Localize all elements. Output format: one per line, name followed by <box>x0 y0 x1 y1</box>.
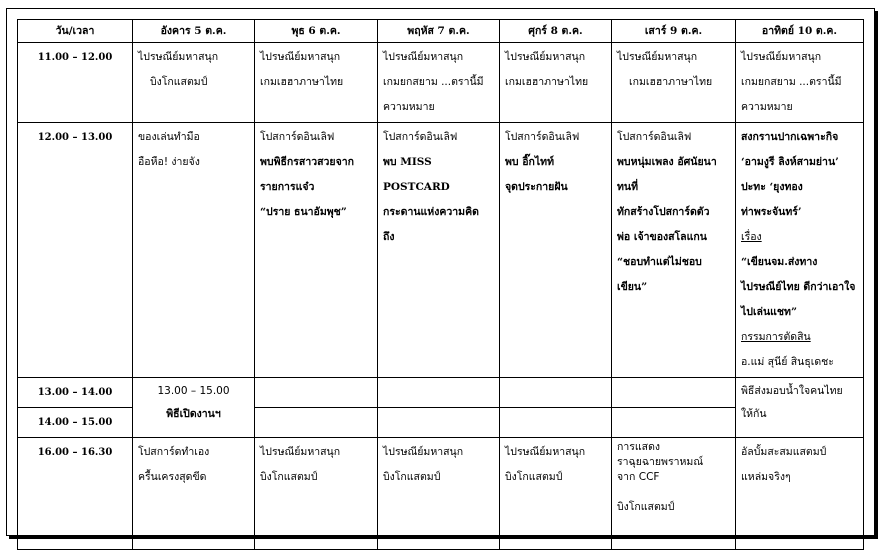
schedule-table <box>17 19 864 550</box>
cell-line: เขียน” <box>617 281 648 293</box>
cell-line: เกมเฮฮาภาษาไทย <box>505 76 589 88</box>
cell-thu <box>378 123 500 378</box>
time-cell: 16.00 – 16.30 <box>18 438 133 550</box>
cell-line: ไปรษณีย์มหาสนุก <box>741 51 822 63</box>
cell-line: พ่อ เจ้าของสโลแกน <box>617 231 707 243</box>
cell-sat <box>612 378 736 408</box>
cell-line: พบพิธีกรสาวสวยจาก <box>260 156 354 168</box>
cell-line: ไปรษณีย์มหาสนุก <box>505 51 586 63</box>
cell-line: จุดประกายฝัน <box>505 181 568 193</box>
cell-tue <box>133 378 255 438</box>
cell-line: การแสดง <box>617 441 661 453</box>
cell-line: เกมยกสยาม ...ตรานี้มี <box>383 76 484 88</box>
table-row <box>18 438 864 550</box>
cell-line: ให้กัน <box>741 408 767 420</box>
cell-line: “ชอบทำแต่ไม่ชอบ <box>617 256 702 268</box>
cell-line: จาก CCF <box>617 471 660 483</box>
header-sat: เสาร์ 9 ต.ค. <box>612 20 736 43</box>
header-wed: พุธ 6 ต.ค. <box>255 20 378 43</box>
cell-line: “ปราย ธนาอัมพุช” <box>260 206 347 218</box>
cell-head: โปสการ์ดอินเลิฟ <box>383 131 458 143</box>
header-sun: อาทิตย์ 10 ต.ค. <box>736 20 864 43</box>
cell-line: บิงโกแสตมป์ <box>383 471 441 483</box>
cell-line: ไปรษณีย์มหาสนุก <box>383 51 464 63</box>
cell-line: บิงโกแสตมป์ <box>617 501 675 513</box>
cell-sun <box>736 438 864 550</box>
cell-line: ความหมาย <box>383 101 435 113</box>
cell-line: พิธีส่งมอบน้ำใจคนไทย <box>741 385 843 397</box>
cell-line: สงกรานปากเฉพาะกิจ <box>741 131 839 143</box>
cell-fri <box>500 378 612 408</box>
cell-head: โปสการ์ดอินเลิฟ <box>505 131 580 143</box>
table-row <box>18 123 864 378</box>
cell-fri <box>500 123 612 378</box>
cell-line: 13.00 – 15.00 <box>157 385 230 397</box>
judge-name: อ.แม่ สุนีย์ สินธุเดชะ <box>741 356 834 368</box>
header-fri: ศุกร์ 8 ต.ค. <box>500 20 612 43</box>
time-cell: 14.00 – 15.00 <box>18 408 133 438</box>
cell-sat <box>612 123 736 378</box>
cell-thu <box>378 43 500 123</box>
cell-line: ครื้นเครงสุดขีด <box>138 471 207 483</box>
cell-line: ราฉุยฉายพราหมณ์ <box>617 456 704 468</box>
header-time: วัน/เวลา <box>18 20 133 43</box>
table-row <box>18 378 864 408</box>
cell-fri <box>500 408 612 438</box>
cell-fri <box>500 438 612 550</box>
cell-line: รายการแจ๋ว <box>260 181 315 193</box>
cell-sun <box>736 123 864 378</box>
cell-line: ไปรษณีย์มหาสนุก <box>383 446 464 458</box>
header-row <box>18 20 864 43</box>
cell-line: ไปเล่นแชท” <box>741 306 798 318</box>
cell-line: ‘อามงูรี ลิงห์สามย่าน’ <box>741 156 839 168</box>
cell-wed <box>255 438 378 550</box>
cell-head: โปสการ์ดอินเลิฟ <box>617 131 692 143</box>
cell-line: “เขียนจม.ส่งทาง <box>741 256 818 268</box>
cell-line: ปะทะ ‘ยุงทอง <box>741 181 803 193</box>
cell-head: โปสการ์ดอินเลิฟ <box>260 131 335 143</box>
header-tue: อังคาร 5 ต.ค. <box>133 20 255 43</box>
judge-label: กรรมการตัดสิน <box>741 331 811 343</box>
cell-line: อัลบั้มสะสมแสตมป์ <box>741 446 827 458</box>
cell-line: บิงโกแสตมป์ <box>260 471 318 483</box>
cell-thu <box>378 378 500 408</box>
cell-line: โปสการ์ดทำเอง <box>138 446 210 458</box>
cell-sat <box>612 43 736 123</box>
time-cell: 11.00 – 12.00 <box>18 43 133 123</box>
cell-line: เกมเฮฮาภาษาไทย <box>629 76 713 88</box>
cell-line: พบหนุ่มเพลง อัศนัยนา <box>617 156 717 168</box>
cell-line: พบ MISS <box>383 156 432 168</box>
cell-tue <box>133 43 255 123</box>
cell-wed <box>255 378 378 408</box>
cell-line: ไปรษณีย์ไทย ดีกว่าเอาใจ <box>741 281 856 293</box>
cell-sun <box>736 43 864 123</box>
cell-line: ไปรษณีย์มหาสนุก <box>260 51 341 63</box>
cell-line: บิงโกแสตมป์ <box>505 471 563 483</box>
cell-line: ไปรษณีย์มหาสนุก <box>617 51 698 63</box>
cell-line: POSTCARD <box>383 181 450 193</box>
cell-sat <box>612 408 736 438</box>
cell-line: แหล่มจริงๆ <box>741 471 791 483</box>
cell-line: ของเล่นทำมือ <box>138 131 200 143</box>
cell-line: บิงโกแสตมป์ <box>150 76 208 88</box>
table-row <box>18 43 864 123</box>
cell-line: ความหมาย <box>741 101 793 113</box>
cell-line: ท่าพระจันทร์’ <box>741 206 802 218</box>
cell-line: อือหือ! ง่ายจัง <box>138 156 200 168</box>
cell-line: ทักสร้างโปสการ์ดตัว <box>617 206 710 218</box>
time-cell: 12.00 – 13.00 <box>18 123 133 378</box>
cell-line: ถึง <box>383 231 395 243</box>
cell-line: เกมยกสยาม ...ตรานี้มี <box>741 76 842 88</box>
cell-line: พบ อิ๊กไทท์ <box>505 156 555 168</box>
cell-thu <box>378 438 500 550</box>
cell-line: พิธีเปิดงานฯ <box>166 408 221 420</box>
cell-wed <box>255 408 378 438</box>
cell-line: ไปรษณีย์มหาสนุก <box>260 446 341 458</box>
cell-sat <box>612 438 736 550</box>
time-cell: 13.00 – 14.00 <box>18 378 133 408</box>
cell-wed <box>255 43 378 123</box>
cell-tue <box>133 438 255 550</box>
cell-wed <box>255 123 378 378</box>
cell-thu <box>378 408 500 438</box>
cell-line: กระดานแห่งความคิด <box>383 206 479 218</box>
topic-label: เรื่อง <box>741 231 762 243</box>
cell-line: ทนที่ <box>617 181 639 193</box>
cell-line: เกมเฮฮาภาษาไทย <box>260 76 344 88</box>
cell-tue <box>133 123 255 378</box>
cell-line: ไปรษณีย์มหาสนุก <box>505 446 586 458</box>
header-thu: พฤหัส 7 ต.ค. <box>378 20 500 43</box>
cell-sun <box>736 378 864 438</box>
cell-fri <box>500 43 612 123</box>
schedule-frame <box>6 8 875 536</box>
cell-line: ไปรษณีย์มหาสนุก <box>138 51 219 63</box>
spacer <box>617 485 730 500</box>
